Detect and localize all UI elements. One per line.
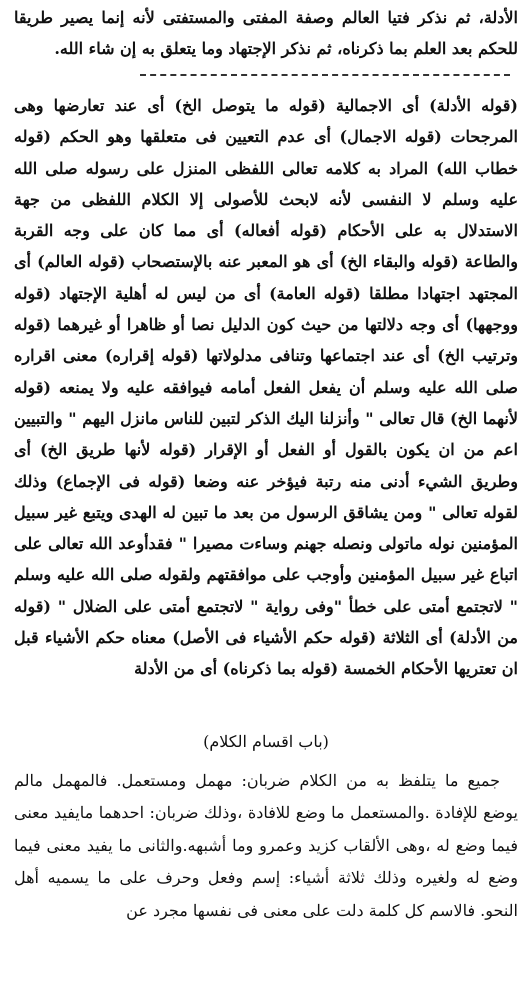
document-page: [14, 0, 518, 927]
chapter-title: (باب اقسام الكلام): [203, 731, 329, 751]
body-paragraph: جميع ما يتلفظ به من الكلام ضربان: مهمل ومستعمل. فالمهمل مالم يوضع للإفادة .والمستعمل ما وضع للافادة ،وذلك ضربان: احدهما مايفيد معنى فيما وضع له ،وهى الألقاب كزيد وعمرو وما أشبهه.والثانى ما يفيد معنى فيما وضع له ولغيره وذلك ثلاثة أشياء: إسم وفعل وحرف على ما يسميه أهل النحو. فالاسم كل كلمة دلت على معنى فى نفسها مجرد عن: [14, 770, 519, 920]
header-paragraph: الأدلة، ثم نذكر فتيا العالم وصفة المفتى والمستفتى لأنه إنما يصير طريقا للحكم بعد العلم بما ذكرناه، ثم نذكر الإجتهاد وما يتعلق به إن شاء الله.: [14, 8, 518, 58]
footnotes-paragraph: (قوله الأدلة) أى الاجمالية (قوله ما يتوصل الخ) أى عند تعارضها وهى المرجحات (قوله الاجمال) أى عدم التعيين فى متعلقها وهو الحكم (قوله خطاب الله) المراد به كلامه تعالى اللفظى المنزل على رسوله صلى الله عليه وسلم لا النفسى لأنه لابحث للأصولى إلا الكلام اللفظى من جهة الاستدلال به على الأحكام (قوله أفعاله) أى مما كان على وجه القربة والطاعة (قوله والبقاء الخ) أى هو المعبر عنه بالإستصحاب (قوله العالم) أى المجتهد اجتهادا مطلقا (قوله العامة) أى من ليس له أهلية الإجتهاد (قوله ووجهها) أى وجه دلالتها من حيث كون الدليل نصا أو ظاهرا أو غيرهما (قوله وترتيب الخ) أى عند اجتماعها وتنافى مدلولاتها (قوله إقراره) معنى اقراره صلى الله عليه وسلم أن يفعل الفعل أمامه فيوافقه عليه ولا يمنعه (قوله لأنهما الخ) قال تعالى " وأنزلنا اليك الذكر لتبين للناس مانزل اليهم " والتبيين اعم من ان يكون بالقول أو الفعل أو الإقرار (قوله لأنها طريق الخ) أى وطريق الشيء أدنى منه رتبة فيؤخر عنه وضعا (قوله فى الإجماع) وذلك لقوله تعالى " ومن يشاقق الرسول من بعد ما تبين له الهدى ويتبع غير سبيل المؤمنين نوله ماتولى ونصله جهنم وساءت مصيرا " فقدأوعد الله تعالى على اتباع غير سبيل المؤمنين وأوجب على موافقتهم ولقوله صلى الله عليه وسلم " لاتجتمع أمتى على خطأ "وفى رواية " لاتجتمع أمتى على الضلال " (قوله من الأدلة) أى الثلاثة (قوله حكم الأشياء فى الأصل) معناه حكم الأشياء قبل ان تعتريها الأحكام الخمسة (قوله بما ذكرناه) أى من الأدلة: [14, 96, 519, 679]
section-divider: [140, 74, 510, 76]
